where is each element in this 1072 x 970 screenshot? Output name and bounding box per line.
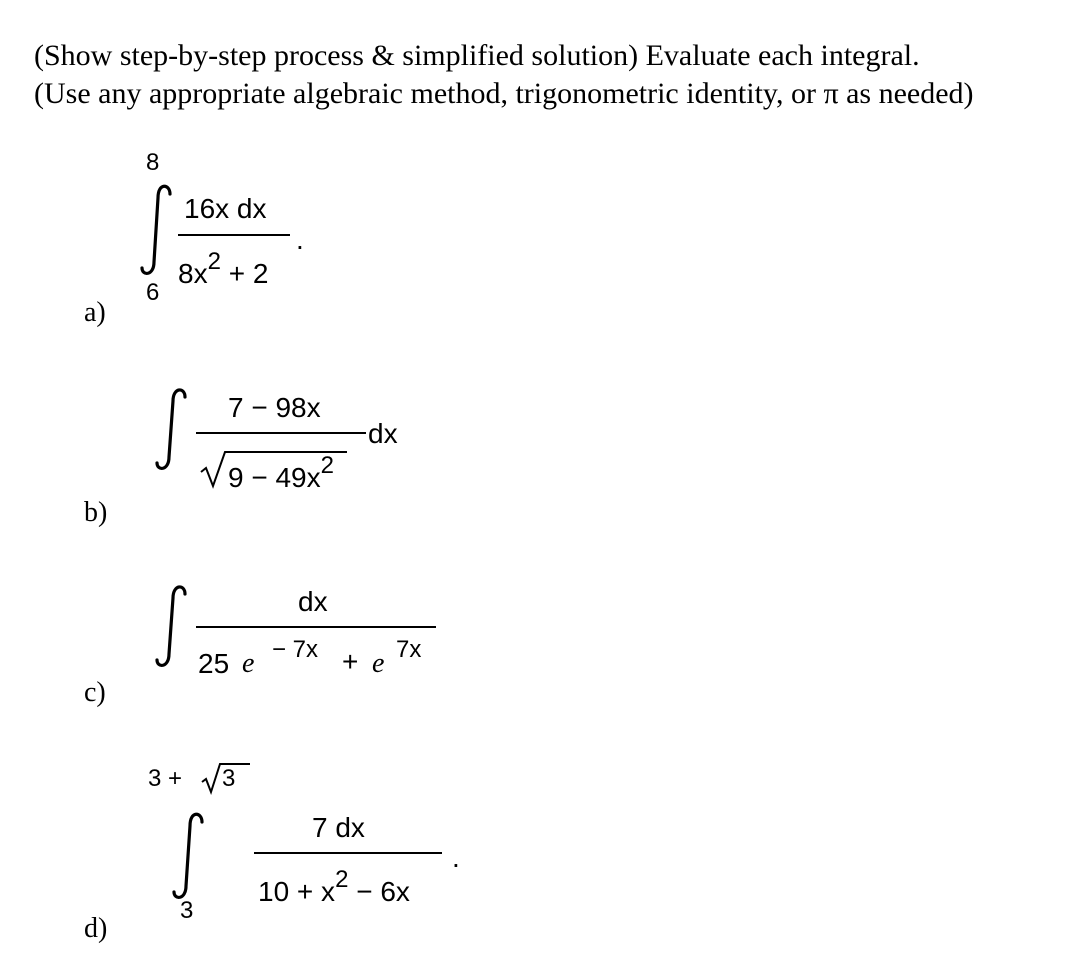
- fraction-bar: [196, 626, 436, 628]
- label-d: d): [84, 913, 108, 944]
- integral-sign-icon: [155, 582, 195, 672]
- denominator-e-1: e: [242, 648, 255, 679]
- trailing-period: .: [452, 842, 460, 873]
- denominator-exponent-1: − 7x: [272, 636, 319, 663]
- denominator-exponent: 2: [207, 248, 221, 275]
- upper-limit-prefix: 3 +: [148, 765, 183, 792]
- denominator: [258, 866, 410, 908]
- trailing-period: .: [296, 224, 304, 255]
- denominator-base: 8x: [178, 258, 208, 289]
- fraction-bar: [196, 432, 366, 434]
- instruction-line-1: (Show step-by-step process & simplified solution) Evaluate each integral.: [34, 39, 920, 72]
- denominator-exponent-2: 7x: [396, 636, 422, 663]
- fraction-bar: [254, 852, 442, 854]
- integral-sign-icon: [172, 808, 212, 904]
- denominator-e-2: e: [372, 648, 385, 679]
- denominator-plus: +: [342, 646, 359, 677]
- instruction-line-2: (Use any appropriate algebraic method, trigonometric identity, or π as needed): [34, 77, 974, 110]
- fraction-bar: [178, 234, 290, 236]
- upper-limit-radicand: 3: [222, 765, 236, 792]
- numerator: 7 dx: [312, 812, 365, 843]
- radicand-exponent: 2: [320, 452, 334, 479]
- integral-sign-icon: [140, 180, 180, 280]
- numerator: dx: [298, 586, 328, 617]
- differential: dx: [368, 418, 398, 449]
- label-b: b): [84, 497, 108, 528]
- radicand-base: 9 − 49x: [228, 462, 321, 493]
- integral-sign-icon: [155, 385, 195, 475]
- lower-limit: 6: [146, 279, 160, 306]
- denominator: [178, 248, 269, 290]
- denominator-exponent: 2: [335, 866, 349, 893]
- lower-limit: 3: [180, 897, 194, 924]
- denominator-radicand: [228, 452, 334, 494]
- denominator-base: 10 + x: [258, 876, 336, 907]
- label-c: c): [84, 677, 106, 708]
- upper-limit: 8: [146, 149, 160, 176]
- denominator-rest: + 2: [228, 258, 269, 289]
- label-a: a): [84, 297, 106, 328]
- numerator: 16x dx: [184, 193, 267, 224]
- denominator-rest: − 6x: [356, 876, 410, 907]
- numerator: 7 − 98x: [228, 392, 321, 423]
- denominator-coefficient: 25: [198, 648, 230, 679]
